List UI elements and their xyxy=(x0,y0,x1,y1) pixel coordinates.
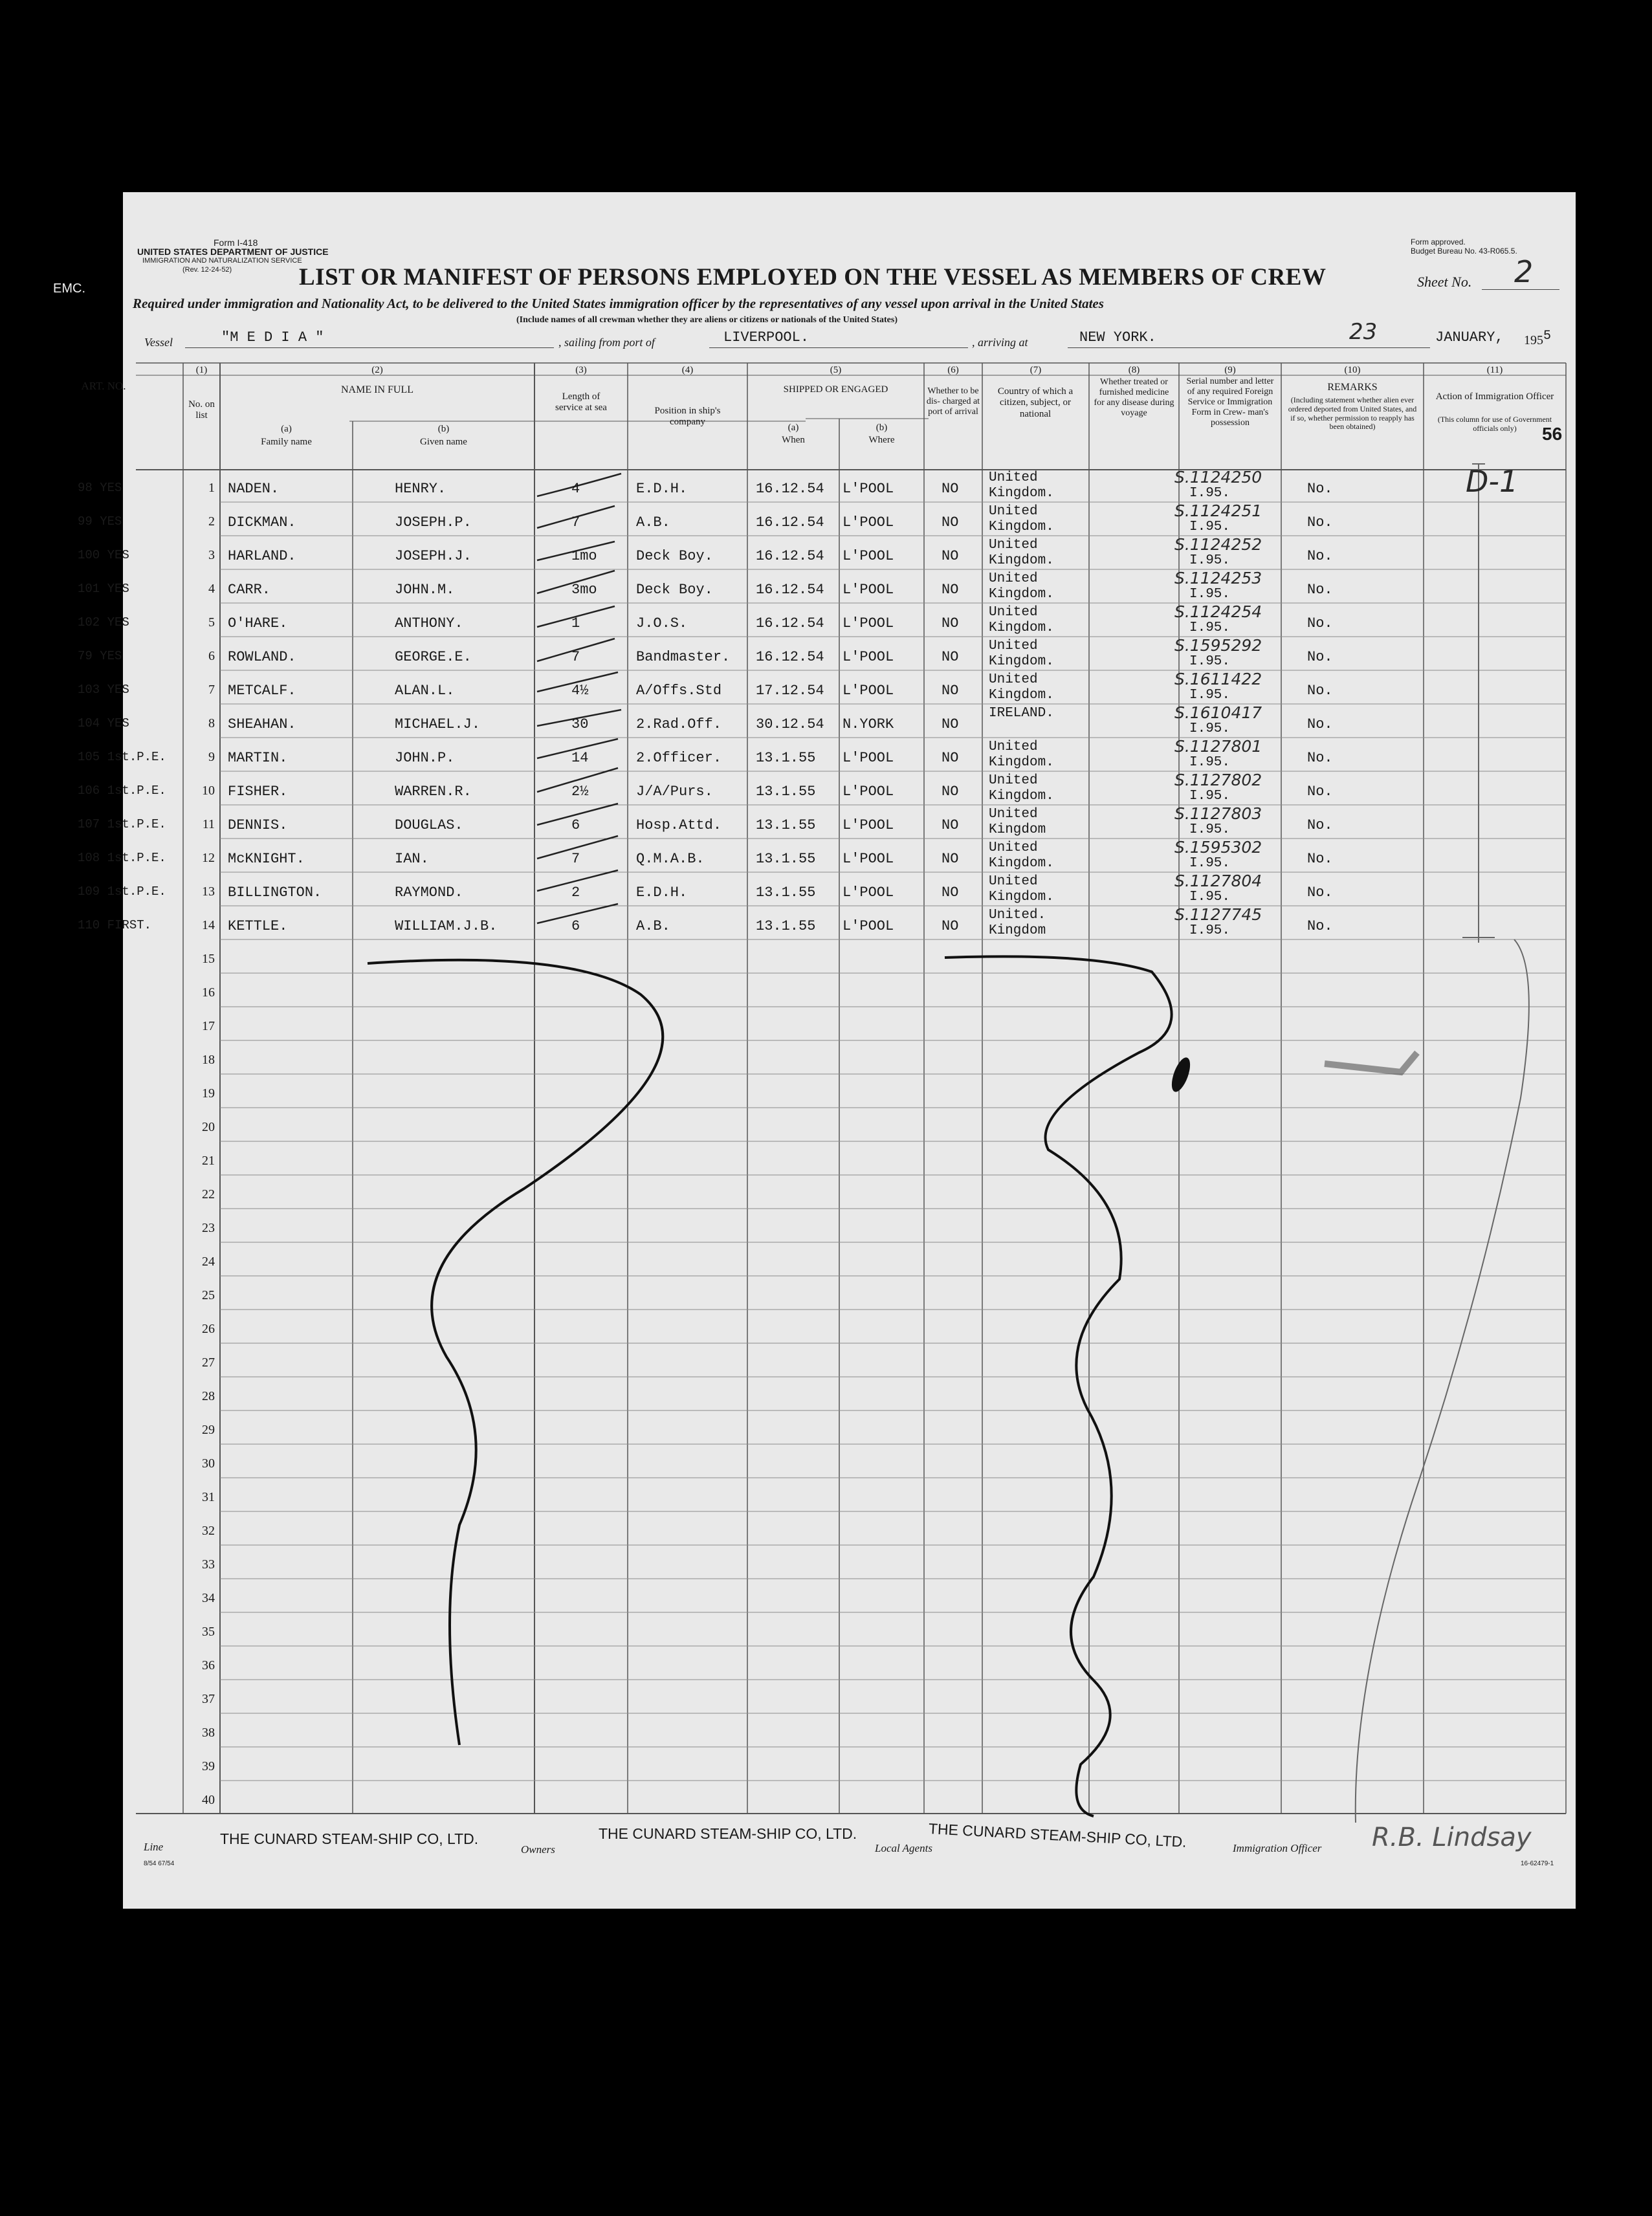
row-number: 11 xyxy=(202,817,215,831)
row-number: 18 xyxy=(202,1053,215,1067)
art-no: 106 1st.P.E. xyxy=(78,784,166,798)
small-code-right: 16-62479-1 xyxy=(1521,1860,1554,1867)
engaged-where: L'POOL xyxy=(843,918,894,934)
row-number: 30 xyxy=(202,1456,215,1471)
row-number: 4 xyxy=(208,582,215,596)
remarks: No. xyxy=(1307,582,1333,598)
binder-hole xyxy=(65,1644,92,1671)
discharged: NO xyxy=(942,750,959,766)
engaged-where: L'POOL xyxy=(843,683,894,699)
row-number: 6 xyxy=(208,649,215,663)
form-type: I.95. xyxy=(1189,923,1231,938)
country-line1: United xyxy=(989,639,1038,653)
agents-label: Local Agents xyxy=(875,1842,932,1854)
country-line1: United xyxy=(989,571,1038,586)
engaged-where: L'POOL xyxy=(843,481,894,497)
required-text: Required under immigration and Nationality Act, to be delivered to the United States immigration officer by the representatives of any vessel upon arrival in the United States xyxy=(133,296,1104,311)
country-line1: United xyxy=(989,605,1038,620)
manifest-sheet xyxy=(53,192,1576,1909)
country-line2: Kingdom. xyxy=(989,620,1054,635)
action-header: Action of Immigration Officer xyxy=(1435,391,1554,402)
position: Deck Boy. xyxy=(636,548,713,564)
row-number: 25 xyxy=(202,1288,215,1302)
serial-number: S.1610417 xyxy=(1174,703,1262,722)
engaged-where: L'POOL xyxy=(843,582,894,598)
form-type: I.95. xyxy=(1189,856,1231,871)
position: Deck Boy. xyxy=(636,582,713,598)
position: J.O.S. xyxy=(636,615,688,631)
row-number: 21 xyxy=(202,1154,215,1168)
position: A/Offs.Std xyxy=(636,683,722,699)
revision: (Rev. 12-24-52) xyxy=(182,266,232,274)
family-name: DICKMAN. xyxy=(228,514,296,531)
discharged: NO xyxy=(942,683,959,699)
engaged-when: 13.1.55 xyxy=(756,918,816,934)
form-type: I.95. xyxy=(1189,486,1231,501)
serial-number: S.1595302 xyxy=(1174,838,1262,857)
when-label: (a) xyxy=(787,422,799,433)
form-id: Form I-418 xyxy=(214,237,258,248)
row-number: 12 xyxy=(202,851,215,865)
discharged: NO xyxy=(942,514,959,531)
arrival-year-suffix: 5 xyxy=(1543,329,1552,344)
length-service-header: Length of service at sea xyxy=(555,391,607,413)
binder-hole xyxy=(65,1375,92,1402)
engaged-when: 30.12.54 xyxy=(756,716,824,732)
position: J/A/Purs. xyxy=(636,784,713,800)
country-line2: Kingdom xyxy=(989,923,1046,938)
row-number: 28 xyxy=(202,1389,215,1403)
position: 2.Officer. xyxy=(636,750,722,766)
serial-number: S.1127802 xyxy=(1174,771,1262,789)
col4-number: (4) xyxy=(681,365,694,375)
art-no: 79 YES xyxy=(78,649,122,663)
discharged: NO xyxy=(942,817,959,833)
length-of-service: 30 xyxy=(571,716,589,732)
given-name: WILLIAM.J.B. xyxy=(395,918,498,934)
given-name: JOHN.M. xyxy=(395,582,455,598)
where-header: Where xyxy=(868,435,895,445)
row-number: 22 xyxy=(202,1187,215,1201)
country-line2: Kingdom. xyxy=(989,486,1054,501)
given-name: HENRY. xyxy=(395,481,446,497)
form-type: I.95. xyxy=(1189,789,1231,804)
position: A.B. xyxy=(636,514,670,531)
country-line2: Kingdom. xyxy=(989,688,1054,703)
col2-number: (2) xyxy=(371,365,383,375)
row-number: 39 xyxy=(202,1759,215,1773)
serial-number: S.1124252 xyxy=(1174,535,1262,554)
serial-number: S.1124253 xyxy=(1174,569,1262,587)
row-number: 38 xyxy=(202,1726,215,1740)
form-type: I.95. xyxy=(1189,654,1231,669)
include-text: (Include names of all crewman whether they are aliens or citizens or nationals of the United States) xyxy=(516,315,898,325)
engaged-where: L'POOL xyxy=(843,884,894,901)
discharged: NO xyxy=(942,615,959,631)
serial-number: S.1127804 xyxy=(1174,872,1262,890)
engaged-when: 13.1.55 xyxy=(756,784,816,800)
discharged: NO xyxy=(942,884,959,901)
remarks: No. xyxy=(1307,481,1333,497)
position: Q.M.A.B. xyxy=(636,851,705,867)
serial-number: S.1124254 xyxy=(1174,602,1262,621)
remarks: No. xyxy=(1307,750,1333,766)
engaged-where: L'POOL xyxy=(843,817,894,833)
family-name-header: Family name xyxy=(261,437,312,447)
country-line2: Kingdom. xyxy=(989,587,1054,602)
row-number: 1 xyxy=(208,481,215,495)
engaged-when: 13.1.55 xyxy=(756,750,816,766)
remarks: No. xyxy=(1307,884,1333,901)
form-type: I.95. xyxy=(1189,620,1231,635)
remarks: No. xyxy=(1307,548,1333,564)
engaged-where: L'POOL xyxy=(843,750,894,766)
remarks-header: REMARKS xyxy=(1327,382,1378,393)
country-line2: Kingdom. xyxy=(989,890,1054,905)
art-no: 104 YES xyxy=(78,716,129,730)
position: 2.Rad.Off. xyxy=(636,716,722,732)
family-name: KETTLE. xyxy=(228,918,288,934)
form-type: I.95. xyxy=(1189,822,1231,837)
action-subheader: (This column for use of Government officials only) xyxy=(1437,415,1552,433)
remarks: No. xyxy=(1307,817,1333,833)
serial-number: S.1124250 xyxy=(1174,468,1262,487)
remarks: No. xyxy=(1307,649,1333,665)
country-line2: Kingdom. xyxy=(989,789,1054,804)
form-approved: Form approved. xyxy=(1411,237,1466,247)
left-tab: EMC. xyxy=(53,281,85,296)
row-number: 7 xyxy=(208,683,215,697)
given-name: WARREN.R. xyxy=(395,784,472,800)
given-name: DOUGLAS. xyxy=(395,817,463,833)
engaged-when: 16.12.54 xyxy=(756,548,824,564)
vessel-name: "M E D I A " xyxy=(221,329,324,346)
vessel-label: Vessel xyxy=(144,336,173,349)
art-no: 100 YES xyxy=(78,548,129,562)
engaged-when: 13.1.55 xyxy=(756,817,816,833)
length-of-service: 1mo xyxy=(571,548,597,564)
art-no: 102 YES xyxy=(78,615,129,630)
art-no: 105 1st.P.E. xyxy=(78,750,166,764)
art-no: 103 YES xyxy=(78,683,129,697)
col6-number: (6) xyxy=(947,365,959,375)
service: IMMIGRATION AND NATURALIZATION SERVICE xyxy=(142,257,302,265)
department: UNITED STATES DEPARTMENT OF JUSTICE xyxy=(137,247,329,257)
owners-label: Owners xyxy=(521,1843,555,1856)
country-header: Country of which a citizen, subject, or national xyxy=(997,386,1074,419)
arrival-year-prefix: 195 xyxy=(1524,333,1543,347)
col10-number: (10) xyxy=(1344,365,1361,375)
discharged: NO xyxy=(942,548,959,564)
row-number: 23 xyxy=(202,1221,215,1235)
country-line2: Kingdom. xyxy=(989,520,1054,534)
engaged-where: L'POOL xyxy=(843,615,894,631)
art-no-header: ART. NO. xyxy=(81,380,126,392)
length-of-service: 14 xyxy=(571,750,589,766)
position: E.D.H. xyxy=(636,884,688,901)
form-type: I.95. xyxy=(1189,520,1231,534)
form-type: I.95. xyxy=(1189,587,1231,602)
row-number: 16 xyxy=(202,985,215,1000)
shipped-header: SHIPPED OR ENGAGED xyxy=(783,384,888,395)
form-type: I.95. xyxy=(1189,688,1231,703)
country-line1: United xyxy=(989,470,1038,485)
art-no: 101 YES xyxy=(78,582,129,596)
binder-hole xyxy=(70,322,97,349)
col8-number: (8) xyxy=(1128,365,1140,375)
country-line2: Kingdom. xyxy=(989,856,1054,871)
col11-number: (11) xyxy=(1486,365,1503,375)
length-of-service: 4 xyxy=(571,481,580,497)
engaged-where: L'POOL xyxy=(843,514,894,531)
family-name: FISHER. xyxy=(228,784,288,800)
art-no: 107 1st.P.E. xyxy=(78,817,166,831)
country-line2: Kingdom. xyxy=(989,654,1054,669)
country-line1: United xyxy=(989,538,1038,553)
discharged: NO xyxy=(942,784,959,800)
family-name: CARR. xyxy=(228,582,271,598)
row-number: 36 xyxy=(202,1658,215,1673)
col3-number: (3) xyxy=(575,365,587,375)
position: A.B. xyxy=(636,918,670,934)
length-of-service: 3mo xyxy=(571,582,597,598)
row-number: 9 xyxy=(208,750,215,764)
family-name: ROWLAND. xyxy=(228,649,296,665)
action-note: D-1 xyxy=(1466,464,1519,499)
engaged-where: L'POOL xyxy=(843,649,894,665)
given-name-label: (b) xyxy=(437,424,450,434)
row-number: 29 xyxy=(202,1423,215,1437)
arrival-month: JANUARY, xyxy=(1435,329,1504,346)
remarks: No. xyxy=(1307,851,1333,867)
country-line2: Kingdom. xyxy=(989,755,1054,770)
row-number: 15 xyxy=(202,952,215,966)
country-line1: United xyxy=(989,504,1038,519)
remarks: No. xyxy=(1307,683,1333,699)
engaged-when: 16.12.54 xyxy=(756,649,824,665)
given-name: IAN. xyxy=(395,851,429,867)
given-name-header: Given name xyxy=(420,437,467,447)
serial-number: S.1595292 xyxy=(1174,636,1262,655)
given-name: ALAN.L. xyxy=(395,683,455,699)
country-line2: Kingdom. xyxy=(989,553,1054,568)
length-of-service: 7 xyxy=(571,649,580,665)
arriving-port: NEW YORK. xyxy=(1079,329,1156,346)
engaged-where: N.YORK xyxy=(843,716,894,732)
position-header: Position in ship's company xyxy=(654,406,721,428)
arriving-label: , arriving at xyxy=(972,336,1028,349)
when-header: When xyxy=(782,435,805,445)
serial-number: S.1127803 xyxy=(1174,804,1262,823)
col5-number: (5) xyxy=(830,365,842,375)
name-in-full-header: NAME IN FULL xyxy=(341,384,413,395)
officer-signature: R.B. Lindsay xyxy=(1372,1823,1532,1852)
col9-number: (9) xyxy=(1224,365,1236,375)
remarks: No. xyxy=(1307,918,1333,934)
art-no: 110 FIRST. xyxy=(78,918,152,932)
row-number: 10 xyxy=(202,784,215,798)
position: E.D.H. xyxy=(636,481,688,497)
row-number: 24 xyxy=(202,1255,215,1269)
art-no: 98 YES xyxy=(78,481,122,495)
discharged-header: Whether to be dis- charged at port of arrival xyxy=(926,386,980,417)
discharged: NO xyxy=(942,582,959,598)
row-number: 33 xyxy=(202,1557,215,1572)
given-name: GEORGE.E. xyxy=(395,649,472,665)
line-label: Line xyxy=(144,1841,164,1853)
binder-hole xyxy=(65,1205,92,1232)
engaged-where: L'POOL xyxy=(843,548,894,564)
length-of-service: 6 xyxy=(571,817,580,833)
length-of-service: 4½ xyxy=(571,683,589,699)
country-line1: United xyxy=(989,874,1038,889)
given-name: MICHAEL.J. xyxy=(395,716,481,732)
form-type: I.95. xyxy=(1189,721,1231,736)
discharged: NO xyxy=(942,649,959,665)
row-number: 32 xyxy=(202,1524,215,1538)
row-number: 14 xyxy=(202,918,215,932)
row-number: 27 xyxy=(202,1355,215,1370)
row-number: 19 xyxy=(202,1086,215,1101)
form-type: I.95. xyxy=(1189,890,1231,905)
remarks: No. xyxy=(1307,784,1333,800)
binder-hole xyxy=(70,409,97,436)
remarks-subheader: (Including statement whether alien ever ordered deported from United States, and if so, whether permission to reapply has been obtained) xyxy=(1288,395,1417,432)
row-number: 5 xyxy=(208,615,215,630)
budget-bureau: Budget Bureau No. 43-R065.5. xyxy=(1411,247,1517,256)
engaged-where: L'POOL xyxy=(843,784,894,800)
row-number: 35 xyxy=(202,1625,215,1639)
engaged-when: 13.1.55 xyxy=(756,851,816,867)
given-name: JOSEPH.P. xyxy=(395,514,472,531)
remarks: No. xyxy=(1307,615,1333,631)
length-of-service: 6 xyxy=(571,918,580,934)
col7-number: (7) xyxy=(1030,365,1042,375)
given-name: RAYMOND. xyxy=(395,884,463,901)
engaged-when: 16.12.54 xyxy=(756,514,824,531)
sailing-port: LIVERPOOL. xyxy=(723,329,809,346)
family-name: HARLAND. xyxy=(228,548,296,564)
row-number: 31 xyxy=(202,1490,215,1504)
country-line1: IRELAND. xyxy=(989,706,1054,721)
manifest-grid xyxy=(123,192,1576,1909)
serial-number: S.1124251 xyxy=(1174,501,1262,520)
binder-hole xyxy=(56,1755,79,1778)
country-line1: United xyxy=(989,672,1038,687)
art-no: 109 1st.P.E. xyxy=(78,884,166,899)
family-name: SHEAHAN. xyxy=(228,716,296,732)
serial-header: Serial number and letter of any required Foreign Service or Immigration Form in Crew- man's possession xyxy=(1186,377,1274,428)
country-line1: United xyxy=(989,807,1038,822)
family-name: METCALF. xyxy=(228,683,296,699)
country-line1: United xyxy=(989,740,1038,754)
engaged-where: L'POOL xyxy=(843,851,894,867)
country-line2: Kingdom xyxy=(989,822,1046,837)
discharged: NO xyxy=(942,851,959,867)
row-number: 34 xyxy=(202,1591,215,1605)
row-number: 17 xyxy=(202,1019,215,1033)
family-name: O'HARE. xyxy=(228,615,288,631)
remarks: No. xyxy=(1307,716,1333,732)
serial-number: S.1127745 xyxy=(1174,905,1262,924)
sailing-label: , sailing from port of xyxy=(558,336,655,349)
family-name: DENNIS. xyxy=(228,817,288,833)
engaged-when: 13.1.55 xyxy=(756,884,816,901)
serial-number: S.1127801 xyxy=(1174,737,1262,756)
engaged-when: 17.12.54 xyxy=(756,683,824,699)
length-of-service: 2 xyxy=(571,884,580,901)
engaged-when: 16.12.54 xyxy=(756,481,824,497)
given-name: JOSEPH.J. xyxy=(395,548,472,564)
owners-value: THE CUNARD STEAM-SHIP CO, LTD. xyxy=(599,1825,857,1842)
col1-number: (1) xyxy=(195,365,208,375)
given-name: ANTHONY. xyxy=(395,615,463,631)
where-label: (b) xyxy=(876,422,888,433)
row-number: 20 xyxy=(202,1120,215,1134)
engaged-when: 16.12.54 xyxy=(756,582,824,598)
position: Bandmaster. xyxy=(636,649,731,665)
remarks: No. xyxy=(1307,514,1333,531)
page-title: LIST OR MANIFEST OF PERSONS EMPLOYED ON THE VESSEL AS MEMBERS OF CREW xyxy=(299,264,1327,291)
sheet-label: Sheet No. xyxy=(1417,274,1472,290)
small-code-left: 8/54 67/54 xyxy=(144,1860,175,1867)
form-type: I.95. xyxy=(1189,755,1231,770)
sheet-number: 2 xyxy=(1514,254,1534,289)
no-on-list-header: No. on list xyxy=(188,399,215,421)
page-stamp: 56 xyxy=(1542,424,1563,444)
line-value: THE CUNARD STEAM-SHIP CO, LTD. xyxy=(220,1830,479,1847)
length-of-service: 7 xyxy=(571,851,580,867)
length-of-service: 7 xyxy=(571,514,580,531)
treated-header: Whether treated or furnished medicine for any disease during voyage xyxy=(1094,377,1174,419)
art-no: 108 1st.P.E. xyxy=(78,851,166,865)
row-number: 3 xyxy=(208,548,215,562)
row-number: 37 xyxy=(202,1692,215,1706)
family-name: NADEN. xyxy=(228,481,280,497)
family-name: McKNIGHT. xyxy=(228,851,305,867)
family-name: MARTIN. xyxy=(228,750,288,766)
agents-value: THE CUNARD STEAM-SHIP CO, LTD. xyxy=(928,1820,1187,1850)
discharged: NO xyxy=(942,716,959,732)
officer-label: Immigration Officer xyxy=(1233,1842,1322,1854)
country-line1: United xyxy=(989,840,1038,855)
country-line1: United. xyxy=(989,908,1046,923)
country-line1: United xyxy=(989,773,1038,788)
discharged: NO xyxy=(942,918,959,934)
engaged-when: 16.12.54 xyxy=(756,615,824,631)
family-name: BILLINGTON. xyxy=(228,884,322,901)
given-name: JOHN.P. xyxy=(395,750,455,766)
row-number: 13 xyxy=(202,884,215,899)
family-name-label: (a) xyxy=(281,424,292,434)
length-of-service: 2½ xyxy=(571,784,589,800)
art-no: 99 YES xyxy=(78,514,122,529)
row-number: 26 xyxy=(202,1322,215,1336)
discharged: NO xyxy=(942,481,959,497)
serial-number: S.1611422 xyxy=(1174,670,1262,688)
position: Hosp.Attd. xyxy=(636,817,722,833)
arrival-day: 23 xyxy=(1349,319,1378,345)
row-number: 40 xyxy=(202,1793,215,1807)
length-of-service: 1 xyxy=(571,615,580,631)
row-number: 8 xyxy=(208,716,215,730)
form-type: I.95. xyxy=(1189,553,1231,568)
row-number: 2 xyxy=(208,514,215,529)
